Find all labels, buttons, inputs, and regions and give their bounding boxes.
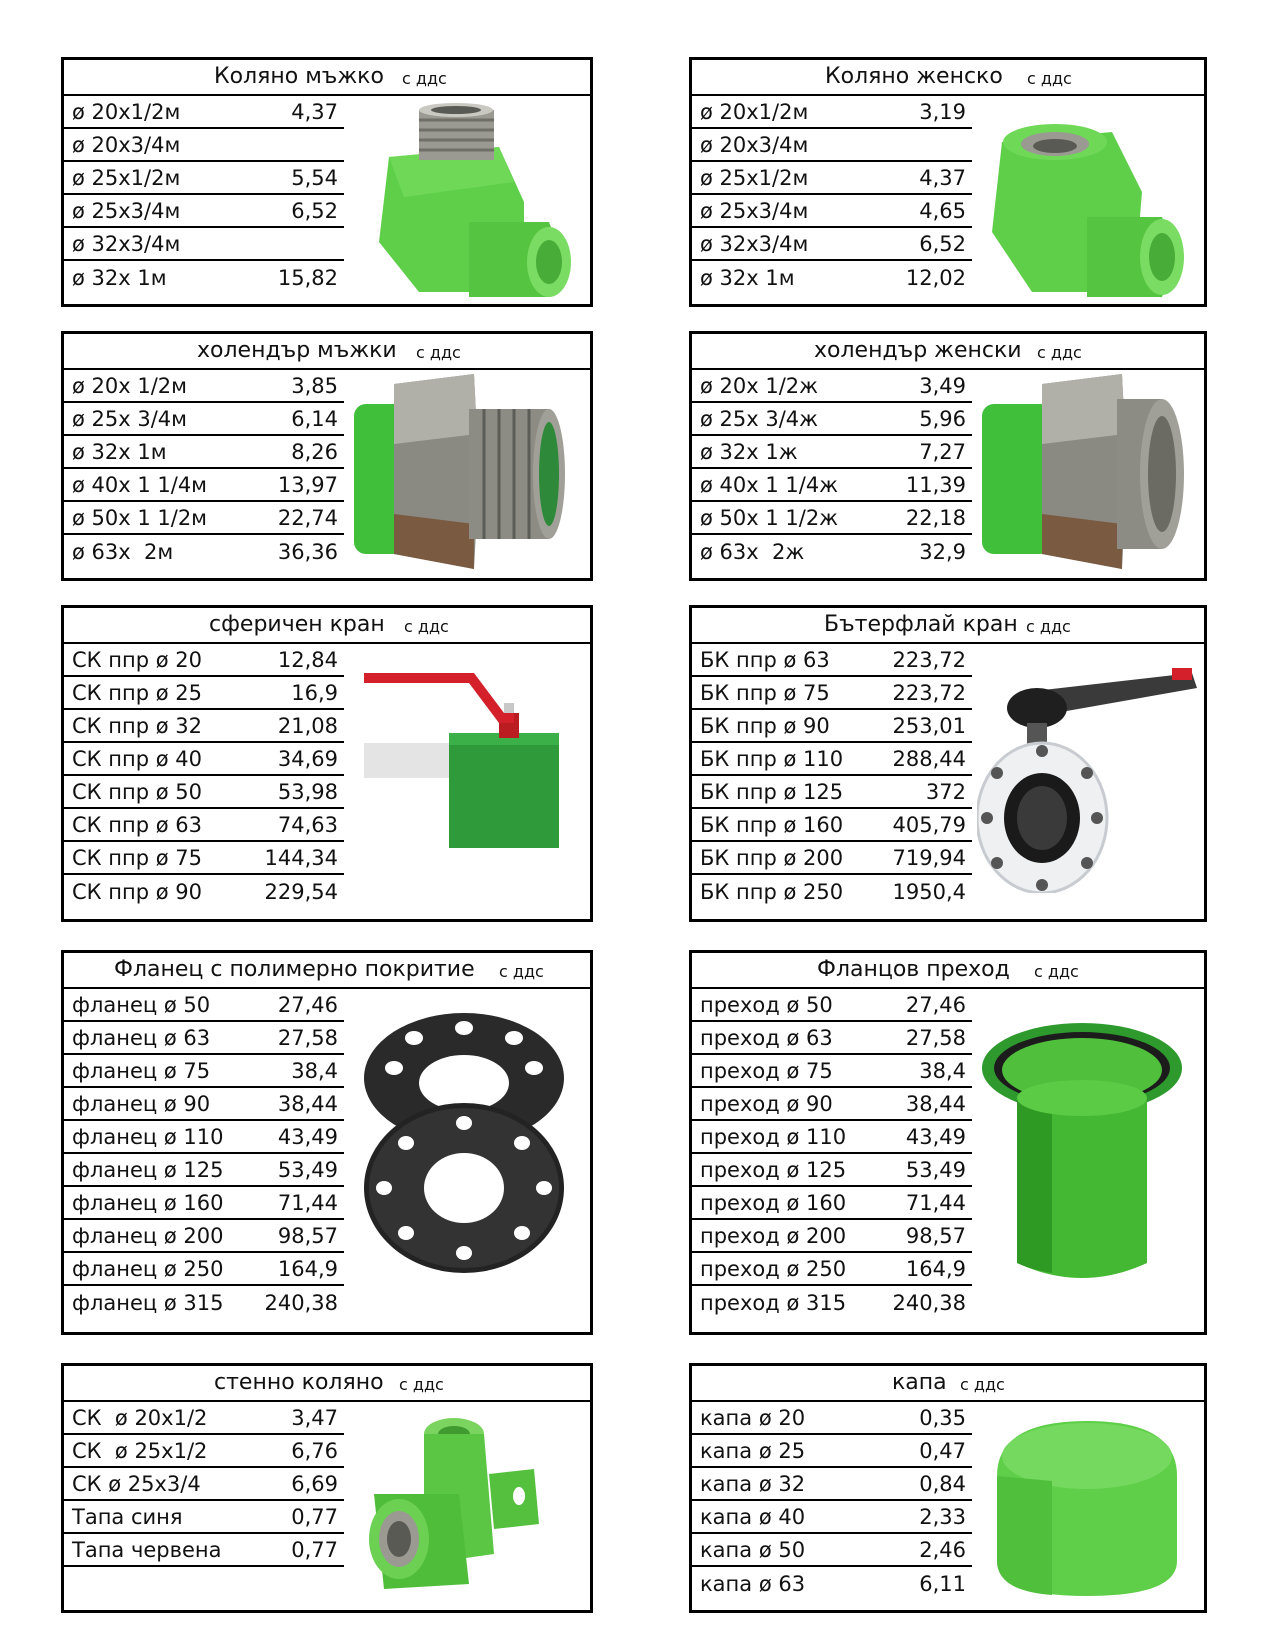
price-row: [692, 502, 972, 535]
wall-elbow-image: [364, 1414, 559, 1594]
panel-title: Фланец с полимерно покритие: [114, 957, 475, 982]
price-row: [64, 535, 344, 568]
item-price: 4,65: [919, 198, 966, 223]
item-label: преход ø 160: [700, 1190, 847, 1215]
item-price: 38,4: [291, 1058, 338, 1083]
item-price: 240,38: [892, 1290, 966, 1315]
price-row: [64, 1022, 344, 1055]
item-label: СК ппр ø 32: [72, 713, 202, 738]
item-label: капа ø 32: [700, 1471, 806, 1496]
price-row: [692, 1088, 972, 1121]
item-price: 253,01: [892, 713, 966, 738]
item-price: 0,35: [919, 1405, 966, 1430]
panel-title: стенно коляно: [214, 1370, 384, 1395]
item-label: БК ппр ø 90: [700, 713, 830, 738]
price-row: [64, 710, 344, 743]
price-row: [692, 842, 972, 875]
price-list: [64, 989, 344, 1319]
item-label: БК ппр ø 250: [700, 879, 844, 904]
item-label: фланец ø 63: [72, 1025, 211, 1050]
panel-title: Коляно женско: [825, 64, 1003, 89]
price-row: [692, 1187, 972, 1220]
price-row: [692, 535, 972, 568]
item-label: ø 25x1/2м: [72, 165, 181, 190]
price-row: [692, 129, 972, 162]
price-row: [692, 875, 972, 908]
item-label: преход ø 125: [700, 1157, 847, 1182]
price-row: [692, 261, 972, 294]
item-label: ø 20x1/2м: [72, 99, 181, 124]
panel-elbow-male: [61, 57, 593, 307]
price-list: [692, 370, 972, 568]
item-label: преход ø 90: [700, 1091, 833, 1116]
price-row: [692, 1402, 972, 1435]
price-row: [64, 776, 344, 809]
price-row: [64, 644, 344, 677]
price-row: [64, 1435, 344, 1468]
item-label: ø 32x 1ж: [700, 439, 798, 464]
panel-cap: [689, 1363, 1207, 1613]
item-price: 0,47: [919, 1438, 966, 1463]
item-price: 34,69: [277, 746, 338, 771]
item-label: СК ппр ø 63: [72, 812, 202, 837]
item-label: ø 25x1/2м: [700, 165, 809, 190]
item-label: СК ппр ø 25: [72, 680, 202, 705]
item-price: 53,49: [277, 1157, 338, 1182]
item-label: СК ппр ø 50: [72, 779, 202, 804]
price-row: [692, 1055, 972, 1088]
price-row: [64, 469, 344, 502]
panel-header: [692, 953, 1204, 989]
item-price: 21,08: [277, 713, 338, 738]
item-price: 53,98: [277, 779, 338, 804]
item-price: 6,69: [291, 1471, 338, 1496]
price-row: [64, 96, 344, 129]
item-price: 405,79: [892, 812, 966, 837]
price-row: [692, 776, 972, 809]
item-price: 164,9: [277, 1256, 338, 1281]
item-label: ø 32x 1м: [700, 265, 795, 290]
male-union-image: [354, 374, 569, 574]
item-price: 0,84: [919, 1471, 966, 1496]
item-label: ø 25x 3/4м: [72, 406, 187, 431]
item-label: ø 40x 1 1/4м: [72, 472, 208, 497]
item-label: СК ø 25x3/4: [72, 1471, 201, 1496]
item-price: 98,57: [277, 1223, 338, 1248]
item-label: ø 20x 1/2м: [72, 373, 187, 398]
price-row: [64, 1253, 344, 1286]
price-row: [64, 1121, 344, 1154]
price-list: [64, 370, 344, 568]
price-row: [64, 1187, 344, 1220]
item-price: 22,74: [277, 505, 338, 530]
female-elbow-image: [977, 102, 1197, 302]
price-row: [64, 1468, 344, 1501]
item-price: 38,4: [919, 1058, 966, 1083]
price-row: [64, 1501, 344, 1534]
cap-image: [992, 1421, 1182, 1596]
item-label: преход ø 315: [700, 1290, 847, 1315]
item-label: преход ø 63: [700, 1025, 833, 1050]
item-label: капа ø 63: [700, 1571, 806, 1596]
item-price: 27,46: [905, 992, 966, 1017]
panel-header: [64, 1366, 590, 1402]
price-row: [692, 1567, 972, 1600]
price-row: [692, 743, 972, 776]
vat-label: с ддс: [402, 69, 447, 88]
item-price: 1950,4: [892, 879, 966, 904]
item-price: 6,52: [919, 231, 966, 256]
item-label: БК ппр ø 200: [700, 845, 844, 870]
item-price: 164,9: [905, 1256, 966, 1281]
item-label: фланец ø 315: [72, 1290, 224, 1315]
panel-butterfly-valve: [689, 605, 1207, 922]
price-row: [64, 1286, 344, 1319]
price-row: [64, 1534, 344, 1567]
price-row: [692, 195, 972, 228]
price-row: [692, 370, 972, 403]
price-row: [64, 842, 344, 875]
item-price: 3,47: [291, 1405, 338, 1430]
item-price: 4,37: [919, 165, 966, 190]
panel-flange: [61, 950, 593, 1335]
price-list: [692, 96, 972, 294]
price-row: [64, 370, 344, 403]
price-row: [692, 1253, 972, 1286]
panel-header: [692, 608, 1204, 644]
panel-title: Бътерфлай кран: [824, 612, 1018, 637]
price-row: [692, 96, 972, 129]
price-row: [692, 677, 972, 710]
item-label: фланец ø 50: [72, 992, 211, 1017]
item-price: 223,72: [892, 647, 966, 672]
item-price: 71,44: [277, 1190, 338, 1215]
price-row: [692, 469, 972, 502]
item-price: 43,49: [905, 1124, 966, 1149]
item-label: ø 63x 2ж: [700, 539, 805, 564]
item-label: ø 20x3/4м: [700, 132, 809, 157]
item-price: 13,97: [277, 472, 338, 497]
item-price: 36,36: [277, 539, 338, 564]
price-row: [692, 809, 972, 842]
item-label: капа ø 40: [700, 1504, 806, 1529]
item-label: фланец ø 90: [72, 1091, 211, 1116]
item-price: 74,63: [277, 812, 338, 837]
price-row: [64, 1088, 344, 1121]
item-label: СК ø 20x1/2: [72, 1405, 208, 1430]
item-price: 0,77: [291, 1504, 338, 1529]
item-label: преход ø 110: [700, 1124, 847, 1149]
item-price: 3,85: [291, 373, 338, 398]
price-row: [64, 875, 344, 908]
vat-label: с ддс: [399, 1375, 444, 1394]
item-label: капа ø 25: [700, 1438, 806, 1463]
price-row: [692, 1435, 972, 1468]
panel-header: [64, 608, 590, 644]
price-row: [64, 261, 344, 294]
price-row: [692, 436, 972, 469]
item-price: 12,84: [277, 647, 338, 672]
item-label: преход ø 250: [700, 1256, 847, 1281]
item-price: 3,49: [919, 373, 966, 398]
item-label: фланец ø 125: [72, 1157, 224, 1182]
item-label: фланец ø 75: [72, 1058, 211, 1083]
item-price: 53,49: [905, 1157, 966, 1182]
vat-label: с ддс: [1034, 962, 1079, 981]
item-price: 27,46: [277, 992, 338, 1017]
item-label: фланец ø 160: [72, 1190, 224, 1215]
item-label: фланец ø 250: [72, 1256, 224, 1281]
price-list: [692, 644, 972, 908]
item-price: 240,38: [264, 1290, 338, 1315]
price-row: [64, 989, 344, 1022]
price-row: [64, 1055, 344, 1088]
female-union-image: [982, 374, 1192, 574]
item-label: ø 50x 1 1/2ж: [700, 505, 839, 530]
item-label: БК ппр ø 125: [700, 779, 844, 804]
price-row: [692, 1154, 972, 1187]
item-price: 5,96: [919, 406, 966, 431]
panel-header: [64, 953, 590, 989]
item-label: фланец ø 110: [72, 1124, 224, 1149]
vat-label: с ддс: [1037, 343, 1082, 362]
item-label: СК ø 25x1/2: [72, 1438, 208, 1463]
item-price: 43,49: [277, 1124, 338, 1149]
item-label: Тапа червена: [72, 1537, 222, 1562]
panel-ball-valve: [61, 605, 593, 922]
panel-title: капа: [892, 1370, 947, 1395]
item-label: ø 20x3/4м: [72, 132, 181, 157]
price-row: [692, 710, 972, 743]
item-price: 11,39: [905, 472, 966, 497]
price-row: [692, 162, 972, 195]
panel-flange-adapter: [689, 950, 1207, 1335]
panel-title: холендър мъжки: [197, 338, 397, 363]
price-row: [692, 1220, 972, 1253]
price-row: [692, 228, 972, 261]
panel-title: Фланцов преход: [817, 957, 1010, 982]
item-price: 27,58: [905, 1025, 966, 1050]
item-price: 7,27: [919, 439, 966, 464]
price-row: [64, 1154, 344, 1187]
item-label: капа ø 50: [700, 1537, 806, 1562]
vat-label: с ддс: [404, 617, 449, 636]
item-label: СК ппр ø 75: [72, 845, 202, 870]
price-row: [64, 502, 344, 535]
vat-label: с ддс: [499, 962, 544, 981]
price-row: [64, 195, 344, 228]
price-row: [692, 644, 972, 677]
price-row: [64, 162, 344, 195]
panel-union-female: [689, 331, 1207, 581]
item-price: 229,54: [264, 879, 338, 904]
item-price: 6,76: [291, 1438, 338, 1463]
item-price: 71,44: [905, 1190, 966, 1215]
panel-header: [692, 60, 1204, 96]
vat-label: с ддс: [1027, 69, 1072, 88]
item-label: ø 20x1/2м: [700, 99, 809, 124]
price-row: [64, 129, 344, 162]
item-label: БК ппр ø 110: [700, 746, 844, 771]
item-price: 6,52: [291, 198, 338, 223]
item-price: 27,58: [277, 1025, 338, 1050]
item-price: 3,19: [919, 99, 966, 124]
vat-label: с ддс: [416, 343, 461, 362]
item-label: Тапа синя: [72, 1504, 183, 1529]
ball-valve-image: [364, 668, 569, 848]
item-price: 2,33: [919, 1504, 966, 1529]
item-price: 38,44: [905, 1091, 966, 1116]
panel-title: Коляно мъжко: [214, 64, 384, 89]
price-row: [64, 1402, 344, 1435]
price-row: [692, 1501, 972, 1534]
item-price: 372: [925, 779, 966, 804]
panel-union-male: [61, 331, 593, 581]
item-price: 144,34: [264, 845, 338, 870]
item-label: фланец ø 200: [72, 1223, 224, 1248]
panel-header: [64, 60, 590, 96]
item-label: БК ппр ø 160: [700, 812, 844, 837]
item-label: БК ппр ø 63: [700, 647, 830, 672]
item-label: преход ø 200: [700, 1223, 847, 1248]
item-label: ø 40x 1 1/4ж: [700, 472, 839, 497]
panel-wall-elbow: [61, 1363, 593, 1613]
panel-header: [692, 334, 1204, 370]
price-row: [692, 1286, 972, 1319]
price-list: [64, 96, 344, 294]
item-price: 15,82: [277, 265, 338, 290]
item-label: ø 32x 1м: [72, 265, 167, 290]
item-label: ø 25x3/4м: [72, 198, 181, 223]
item-label: СК ппр ø 20: [72, 647, 202, 672]
vat-label: с ддс: [1026, 617, 1071, 636]
item-label: ø 32x3/4м: [72, 231, 181, 256]
vat-label: с ддс: [960, 1375, 1005, 1394]
price-row: [692, 1121, 972, 1154]
item-label: преход ø 50: [700, 992, 833, 1017]
item-price: 0,77: [291, 1537, 338, 1562]
panel-title: холендър женски: [814, 338, 1022, 363]
price-row: [692, 989, 972, 1022]
item-label: ø 32x 1м: [72, 439, 167, 464]
item-label: ø 50x 1 1/2м: [72, 505, 208, 530]
item-label: ø 20x 1/2ж: [700, 373, 819, 398]
price-row: [692, 1534, 972, 1567]
price-list: [64, 644, 344, 908]
male-elbow-image: [349, 102, 584, 300]
price-row: [64, 1220, 344, 1253]
item-price: 38,44: [277, 1091, 338, 1116]
flange-image: [354, 1008, 569, 1273]
panel-header: [692, 1366, 1204, 1402]
panel-title: сферичен кран: [209, 612, 385, 637]
item-price: 16,9: [291, 680, 338, 705]
item-price: 5,54: [291, 165, 338, 190]
item-price: 98,57: [905, 1223, 966, 1248]
butterfly-valve-image: [977, 653, 1202, 893]
price-row: [692, 403, 972, 436]
item-price: 4,37: [291, 99, 338, 124]
price-list: [692, 989, 972, 1319]
panel-header: [64, 334, 590, 370]
price-row: [64, 436, 344, 469]
panel-elbow-female: [689, 57, 1207, 307]
item-label: ø 32x3/4м: [700, 231, 809, 256]
item-price: 2,46: [919, 1537, 966, 1562]
price-row: [64, 403, 344, 436]
item-price: 6,11: [919, 1571, 966, 1596]
price-list: [64, 1402, 344, 1567]
item-label: ø 25x 3/4ж: [700, 406, 819, 431]
price-row: [692, 1022, 972, 1055]
item-price: 288,44: [892, 746, 966, 771]
item-price: 32,9: [919, 539, 966, 564]
item-price: 8,26: [291, 439, 338, 464]
price-row: [64, 228, 344, 261]
item-label: БК ппр ø 75: [700, 680, 830, 705]
price-row: [692, 1468, 972, 1501]
price-row: [64, 809, 344, 842]
price-row: [64, 743, 344, 776]
item-label: СК ппр ø 40: [72, 746, 202, 771]
item-price: 12,02: [905, 265, 966, 290]
item-label: капа ø 20: [700, 1405, 806, 1430]
flange-adapter-image: [982, 1018, 1192, 1288]
item-price: 719,94: [892, 845, 966, 870]
item-price: 22,18: [905, 505, 966, 530]
item-price: 6,14: [291, 406, 338, 431]
item-label: ø 25x3/4м: [700, 198, 809, 223]
price-row: [64, 677, 344, 710]
item-label: СК ппр ø 90: [72, 879, 202, 904]
item-label: преход ø 75: [700, 1058, 833, 1083]
item-price: 223,72: [892, 680, 966, 705]
price-list: [692, 1402, 972, 1600]
item-label: ø 63x 2м: [72, 539, 174, 564]
